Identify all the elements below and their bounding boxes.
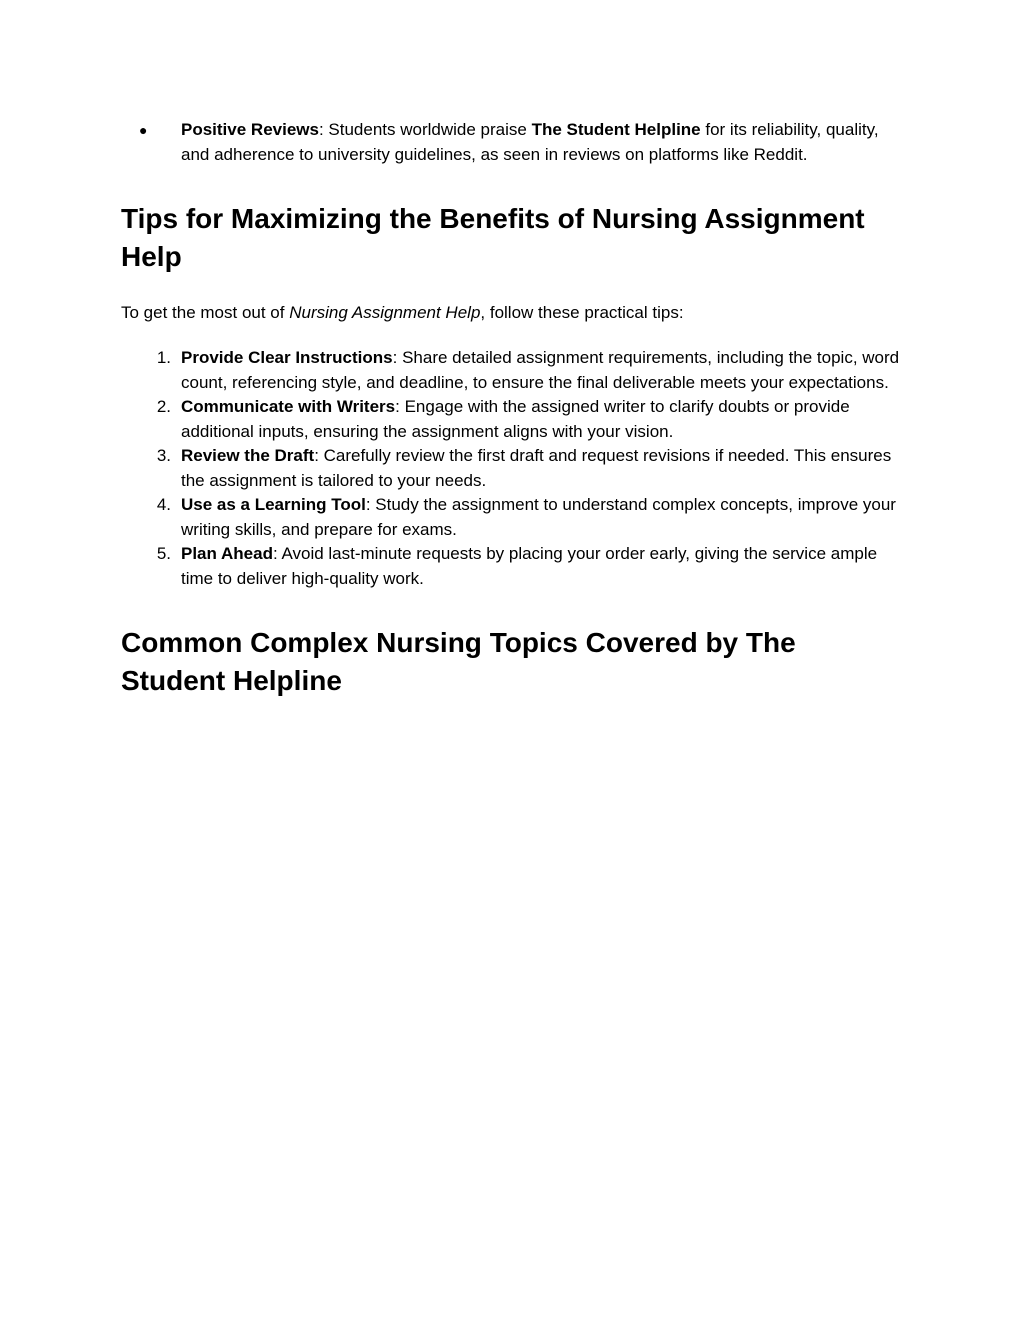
list-number: 4. [156,495,171,514]
list-item-positive-reviews [121,118,901,167]
list-number: 3. [156,446,171,465]
item-text: : Share detailed assignment requirements, including the topic, word count, referencing style, and deadline, to ensure the final deliverable meets your expectations. [181,348,900,392]
bullet-icon: ● [139,122,148,138]
list-item [121,542,901,591]
intro-italic: Nursing Assignment Help [289,303,481,322]
item-text: : Study the assignment to understand complex concepts, improve your writing skills, and prepare for exams. [181,495,896,539]
item-title: Communicate with Writers [181,397,396,416]
item-title: Positive Reviews [181,120,319,139]
intro-text: To get the most out of [121,303,290,322]
item-text: : Engage with the assigned writer to clarify doubts or provide additional inputs, ensuring the assignment aligns with your vision. [181,397,850,441]
tips-heading: Tips for Maximizing the Benefits of Nursing Assignment Help [121,203,865,272]
item-text: for its reliability, quality, and adherence to university guidelines, as seen in reviews on platforms like Reddit. [181,120,879,164]
list-item [121,444,901,493]
list-item [121,493,901,542]
item-text: : Students worldwide praise [318,120,532,139]
item-title: Review the Draft [181,446,315,465]
item-text: : Avoid last-minute requests by placing your order early, giving the service ample time to deliver high-quality work. [181,544,878,588]
brand-name: The Student Helpline [531,120,701,139]
list-number: 1. [156,348,171,367]
item-title: Plan Ahead [181,544,273,563]
tips-numbered-list [121,346,901,591]
list-item [121,395,901,444]
list-item [121,346,901,395]
reviews-bullet-list [121,118,901,167]
item-text: : Carefully review the first draft and request revisions if needed. This ensures the assignment is tailored to your needs. [181,446,892,490]
list-number: 5. [156,544,171,563]
item-title: Use as a Learning Tool [181,495,366,514]
intro-text: , follow these practical tips: [480,303,684,322]
topics-heading: Common Complex Nursing Topics Covered by The Student Helpline [121,627,796,696]
document-page [121,118,901,700]
list-number: 2. [156,397,171,416]
tips-intro [121,301,901,325]
item-title: Provide Clear Instructions [181,348,393,367]
